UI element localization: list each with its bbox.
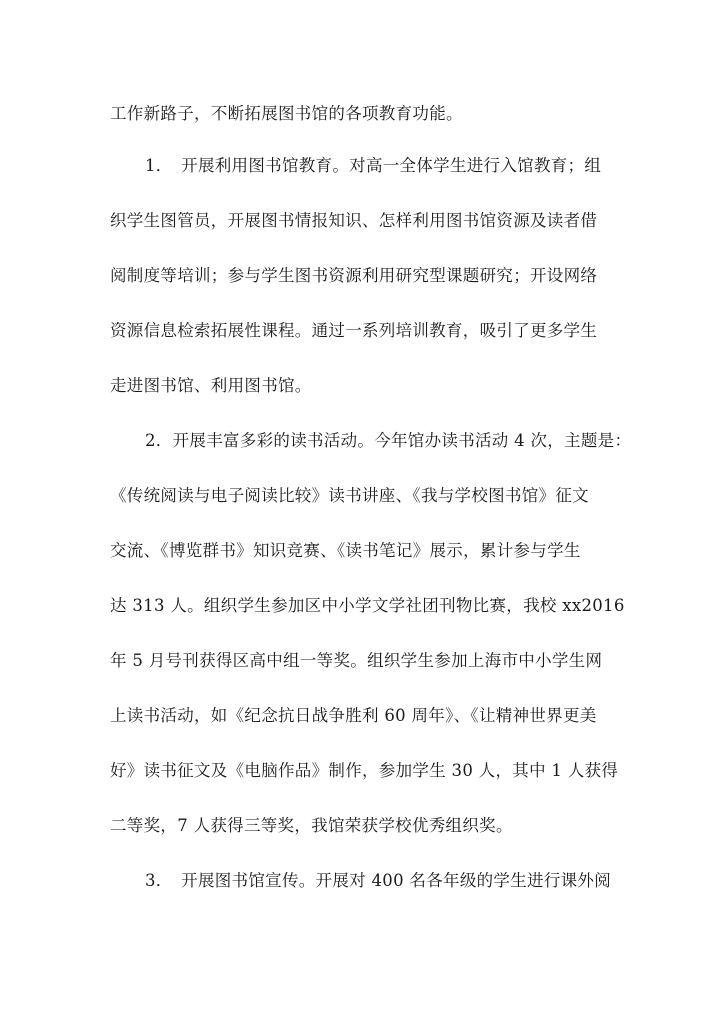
text-line: 二等奖，7 人获得三等奖，我馆荣获学校优秀组织奖。: [110, 816, 513, 835]
text-line: 上读书活动，如《纪念抗日战争胜利 60 周年》、《让精神世界更美: [110, 706, 597, 725]
text-line: 织学生图管员，开展图书情报知识、怎样利用图书馆资源及读者借: [110, 211, 598, 230]
text-line: 《传统阅读与电子阅读比较》读书讲座、《我与学校图书馆》征文: [110, 486, 589, 505]
text-line: 交流、《博览群书》知识竞赛、《读书笔记》展示，累计参与学生: [110, 541, 581, 560]
text-line: 好》读书征文及《电脑作品》制作，参加学生 30 人，其中 1 人获得: [110, 761, 619, 780]
text-line: 3． 开展图书馆宣传。开展对 400 名各年级的学生进行课外阅: [145, 871, 612, 890]
text-line: 阅制度等培训；参与学生图书资源利用研究型课题研究；开设网络: [110, 266, 598, 285]
text-line: 走进图书馆、利用图书馆。: [110, 376, 312, 395]
text-line: 1． 开展利用图书馆教育。对高一全体学生进行入馆教育；组: [145, 156, 602, 175]
text-line: 年 5 月号刊获得区高中组一等奖。组织学生参加上海市中小学生网: [110, 651, 603, 670]
text-line: 资源信息检索拓展性课程。通过一系列培训教育，吸引了更多学生: [110, 321, 598, 340]
text-line: 2．开展丰富多彩的读书活动。今年馆办读书活动 4 次，主题是：: [145, 431, 632, 450]
text-line: 达 313 人。组织学生参加区中小学文学社团刊物比赛，我校 xx2016: [110, 596, 625, 615]
text-line: 工作新路子，不断拓展图书馆的各项教育功能。: [110, 104, 463, 123]
